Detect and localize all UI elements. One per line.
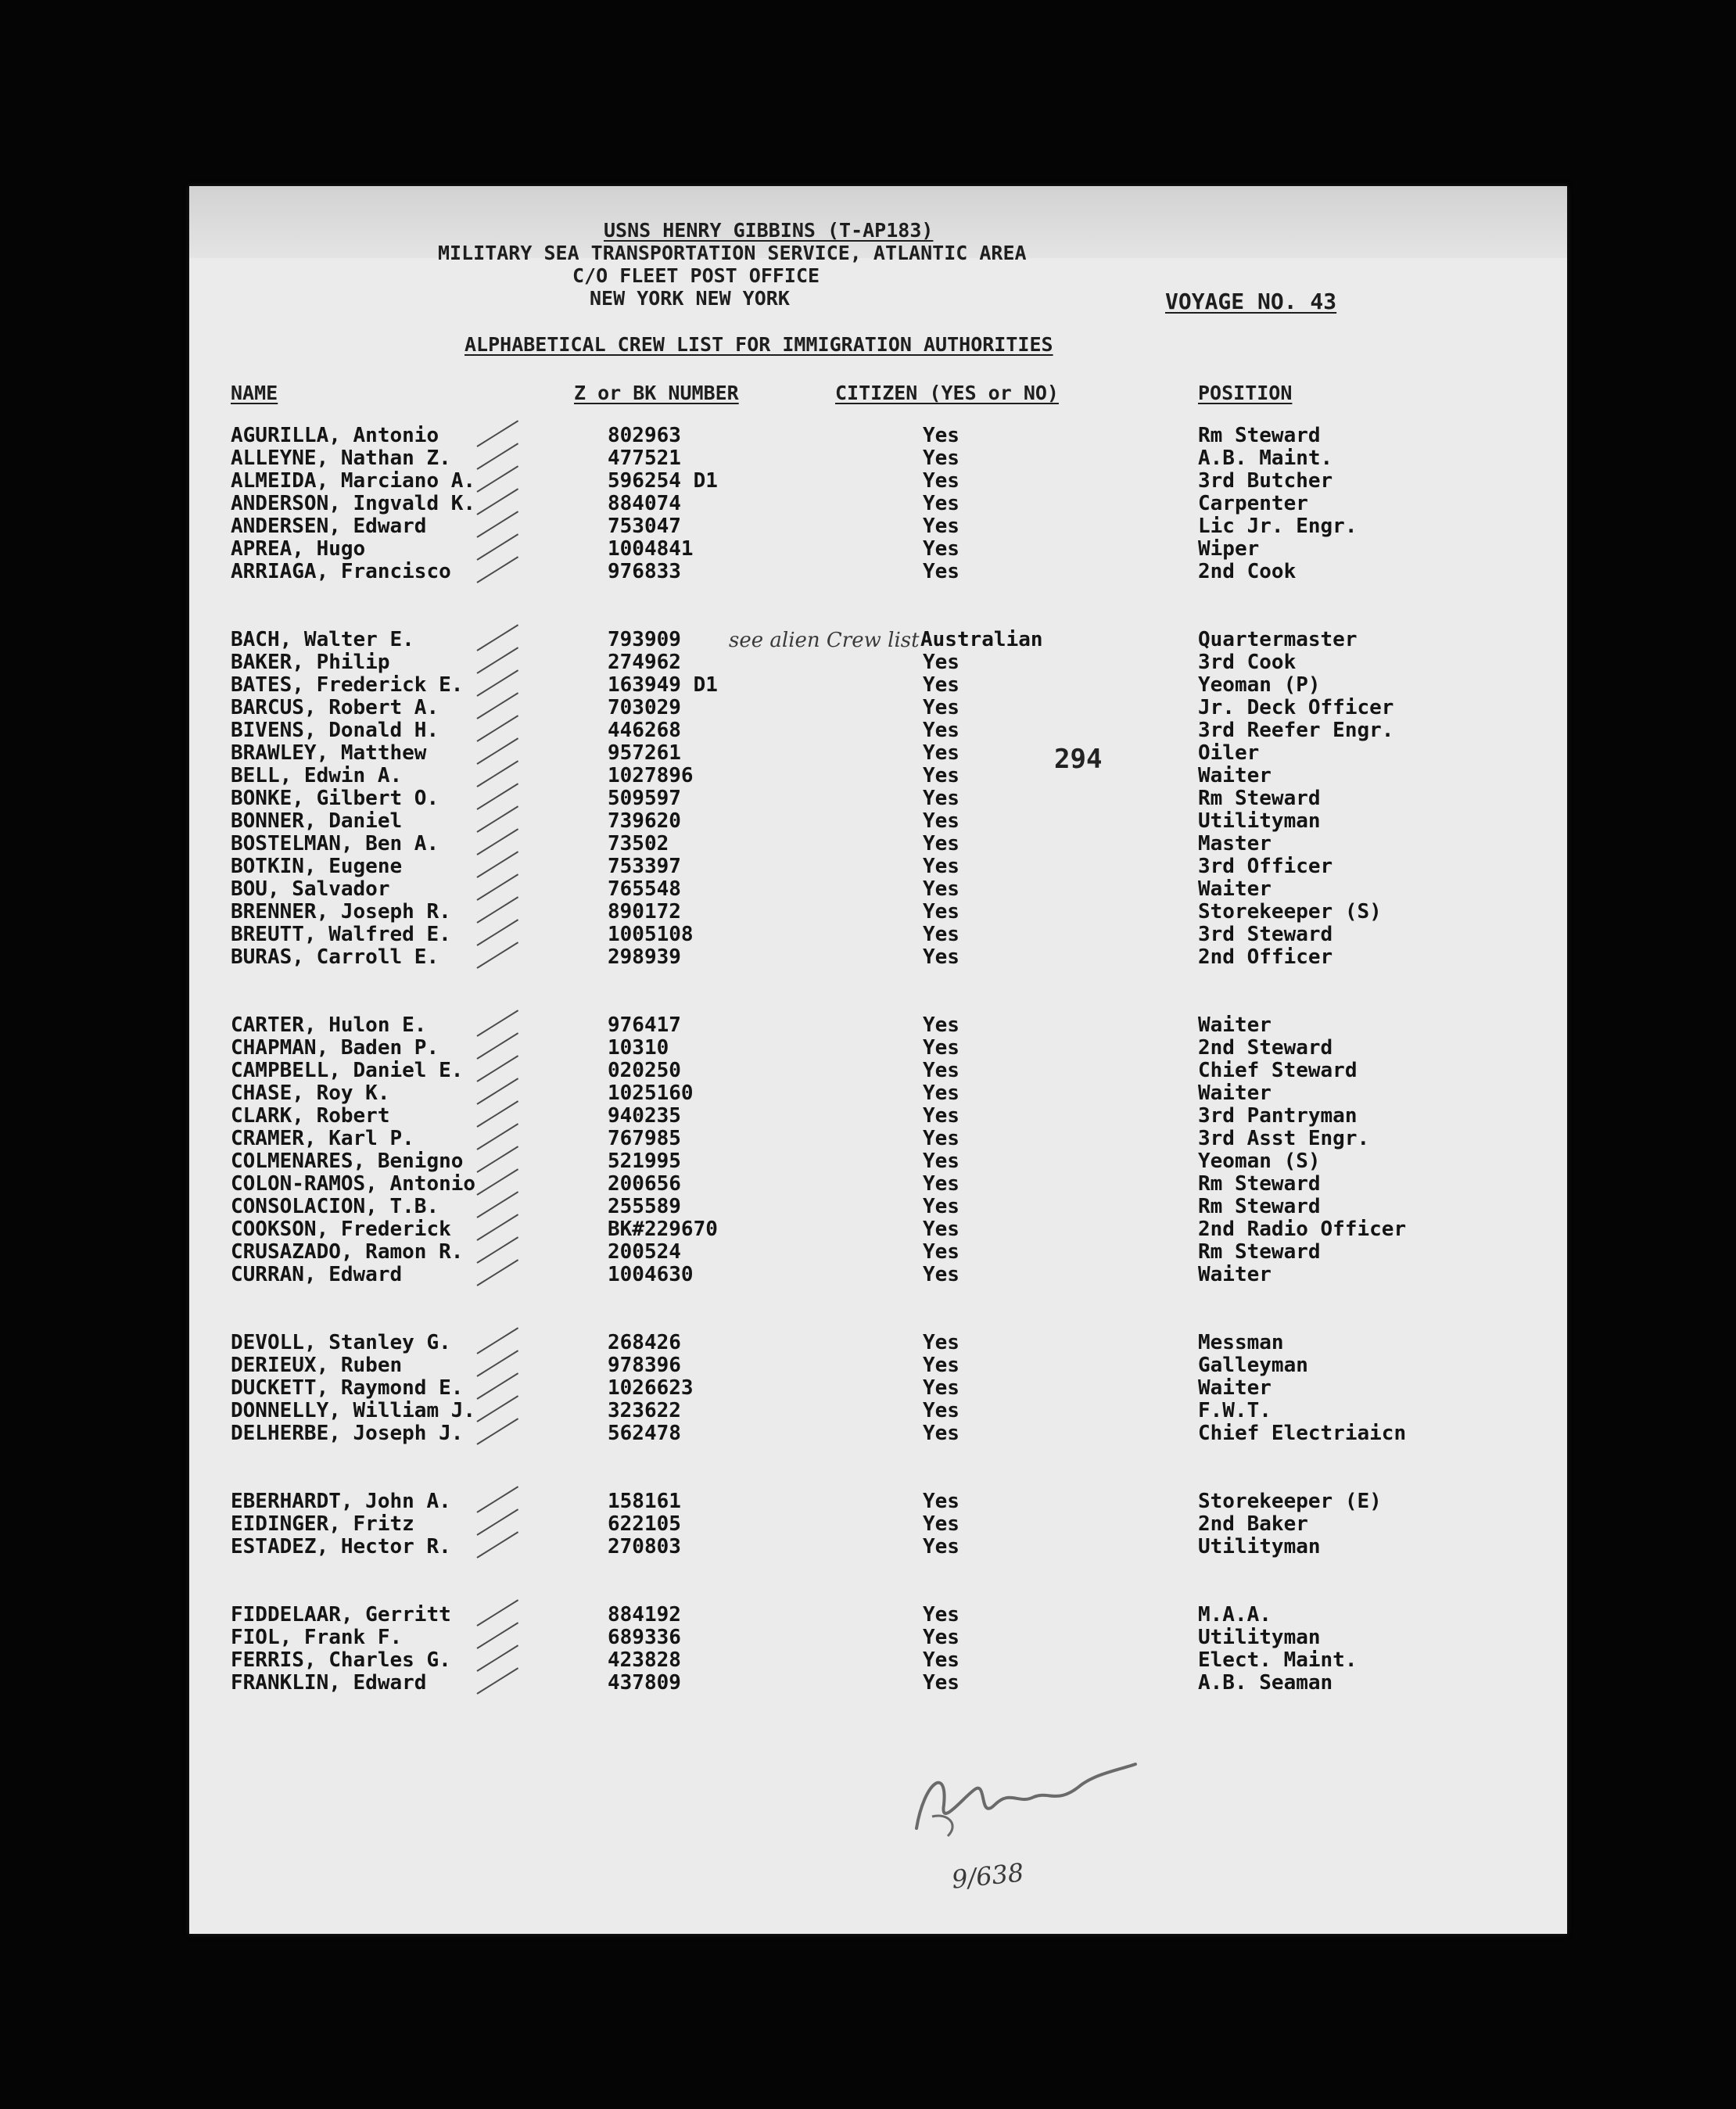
crew-position: 2nd Cook — [1198, 560, 1297, 583]
crew-citizen: Yes — [923, 764, 959, 787]
crew-citizen: Yes — [923, 1013, 959, 1037]
crew-name: ALLEYNE, Nathan Z. — [231, 447, 451, 470]
crew-name: EBERHARDT, John A. — [231, 1490, 451, 1513]
crew-citizen: Yes — [923, 1195, 959, 1218]
crew-position: Utilityman — [1198, 1535, 1321, 1558]
crew-name: CRAMER, Karl P. — [231, 1127, 414, 1150]
crew-position: Yeoman (S) — [1198, 1150, 1321, 1173]
crew-row — [189, 1378, 1567, 1401]
crew-number: 10310 — [608, 1036, 669, 1060]
crew-row — [189, 1106, 1567, 1128]
crew-position: 3rd Pantryman — [1198, 1104, 1358, 1128]
crew-row — [189, 675, 1567, 698]
crew-name: CAMPBELL, Daniel E. — [231, 1059, 464, 1082]
crew-position: Lic Jr. Engr. — [1198, 515, 1358, 538]
city-line: NEW YORK NEW YORK — [590, 287, 790, 310]
crew-name: BRAWLEY, Matthew — [231, 741, 427, 765]
crew-position: 2nd Radio Officer — [1198, 1218, 1407, 1241]
crew-citizen: Yes — [923, 900, 959, 924]
crew-citizen: Yes — [923, 1399, 959, 1422]
crew-row — [189, 448, 1567, 471]
crew-position: Oiler — [1198, 741, 1260, 765]
crew-citizen: Yes — [923, 1127, 959, 1150]
crew-number: 976833 — [608, 560, 681, 583]
crew-name: COLMENARES, Benigno — [231, 1150, 464, 1173]
crew-position: 2nd Steward — [1198, 1036, 1333, 1060]
crew-name: FERRIS, Charles G. — [231, 1648, 451, 1672]
crew-position: Waiter — [1198, 1013, 1272, 1037]
crew-number: 562478 — [608, 1422, 681, 1445]
crew-citizen: Yes — [923, 1490, 959, 1513]
crew-position: Utilityman — [1198, 1626, 1321, 1649]
crew-name: CHAPMAN, Baden P. — [231, 1036, 439, 1060]
crew-number: 1026623 — [608, 1376, 694, 1400]
crew-citizen: Yes — [923, 719, 959, 742]
crew-name: BOSTELMAN, Ben A. — [231, 832, 439, 855]
crew-number: 1027896 — [608, 764, 694, 787]
crew-row — [189, 698, 1567, 720]
crew-position: Wiper — [1198, 537, 1260, 561]
crew-citizen: Yes — [923, 1059, 959, 1082]
crew-row — [189, 1196, 1567, 1219]
crew-citizen: Yes — [923, 1081, 959, 1105]
crew-row — [189, 493, 1567, 516]
crew-row — [189, 1151, 1567, 1174]
crew-name: ARRIAGA, Francisco — [231, 560, 451, 583]
crew-citizen: Yes — [923, 1036, 959, 1060]
crew-number: 596254 D1 — [608, 469, 718, 493]
crew-row — [189, 1673, 1567, 1695]
crew-name: CARTER, Hulon E. — [231, 1013, 427, 1037]
crew-row — [189, 743, 1567, 766]
crew-number: 270803 — [608, 1535, 681, 1558]
crew-citizen: Yes — [923, 1104, 959, 1128]
crew-citizen: Yes — [923, 1535, 959, 1558]
crew-row — [189, 1060, 1567, 1083]
crew-number: 1005108 — [608, 923, 694, 946]
crew-position: Waiter — [1198, 1376, 1272, 1400]
handwritten-note: see alien Crew list — [729, 629, 920, 652]
crew-citizen: Yes — [923, 741, 959, 765]
crew-name: DONNELLY, William J. — [231, 1399, 476, 1422]
crew-row — [189, 1083, 1567, 1106]
crew-number: 622105 — [608, 1512, 681, 1536]
crew-row — [189, 1514, 1567, 1537]
crew-position: Utilityman — [1198, 809, 1321, 833]
crew-name: BURAS, Carroll E. — [231, 945, 439, 969]
crew-citizen: Yes — [923, 515, 959, 538]
crew-citizen: Yes — [923, 1422, 959, 1445]
crew-name: APREA, Hugo — [231, 537, 366, 561]
crew-number: 739620 — [608, 809, 681, 833]
crew-row — [189, 902, 1567, 924]
crew-name: BOTKIN, Eugene — [231, 855, 403, 878]
list-title: ALPHABETICAL CREW LIST FOR IMMIGRATION AUTHORITIES — [464, 333, 1053, 356]
crew-number: 163949 D1 — [608, 673, 718, 697]
crew-number: 753047 — [608, 515, 681, 538]
crew-number: 978396 — [608, 1354, 681, 1377]
crew-row — [189, 652, 1567, 675]
crew-position: Yeoman (P) — [1198, 673, 1321, 697]
crew-citizen: Yes — [923, 787, 959, 810]
crew-citizen: Yes — [923, 1671, 959, 1695]
crew-row — [189, 1627, 1567, 1650]
crew-citizen: Yes — [923, 1512, 959, 1536]
crew-citizen: Yes — [923, 945, 959, 969]
crew-number: 940235 — [608, 1104, 681, 1128]
crew-row — [189, 766, 1567, 788]
crew-name: FIDDELAAR, Gerritt — [231, 1603, 451, 1627]
crew-name: ANDERSON, Ingvald K. — [231, 492, 476, 515]
crew-row — [189, 561, 1567, 584]
crew-position: Chief Electriaicn — [1198, 1422, 1407, 1445]
crew-citizen: Yes — [923, 855, 959, 878]
crew-position: Rm Steward — [1198, 1240, 1321, 1264]
crew-number: 1004630 — [608, 1263, 694, 1286]
crew-position: Storekeeper (S) — [1198, 900, 1382, 924]
crew-number: 884074 — [608, 492, 681, 515]
crew-row — [189, 1491, 1567, 1514]
crew-number: 477521 — [608, 447, 681, 470]
crew-citizen: Yes — [923, 1240, 959, 1264]
crew-row — [189, 720, 1567, 743]
crew-number: 423828 — [608, 1648, 681, 1672]
crew-number: 957261 — [608, 741, 681, 765]
crew-name: AGURILLA, Antonio — [231, 424, 439, 447]
crew-number: 323622 — [608, 1399, 681, 1422]
crew-number: 521995 — [608, 1150, 681, 1173]
crew-position: 3rd Cook — [1198, 651, 1297, 674]
column-header-position: POSITION — [1198, 382, 1293, 404]
crew-position: Elect. Maint. — [1198, 1648, 1358, 1672]
crew-number: BK#229670 — [608, 1218, 718, 1241]
crew-row — [189, 924, 1567, 947]
crew-position: Rm Steward — [1198, 1172, 1321, 1196]
crew-name: ALMEIDA, Marciano A. — [231, 469, 476, 493]
crew-number: 793909 — [608, 628, 681, 651]
crew-citizen: Yes — [923, 1354, 959, 1377]
voyage-number: VOYAGE NO. 43 — [1165, 289, 1337, 314]
service-name: MILITARY SEA TRANSPORTATION SERVICE, ATLANTIC AREA — [438, 242, 1027, 264]
crew-citizen: Yes — [923, 537, 959, 561]
crew-number: 268426 — [608, 1331, 681, 1354]
crew-name: CONSOLACION, T.B. — [231, 1195, 439, 1218]
crew-number: 73502 — [608, 832, 669, 855]
crew-name: BARCUS, Robert A. — [231, 696, 439, 719]
column-header-citizen: CITIZEN (YES or NO) — [835, 382, 1059, 404]
crew-name: BREUTT, Walfred E. — [231, 923, 451, 946]
crew-position: F.W.T. — [1198, 1399, 1272, 1422]
crew-number: 200656 — [608, 1172, 681, 1196]
crew-name: BOU, Salvador — [231, 877, 390, 901]
crew-name: COLON-RAMOS, Antonio — [231, 1172, 476, 1196]
crew-position: 2nd Baker — [1198, 1512, 1308, 1536]
crew-name: DELHERBE, Joseph J. — [231, 1422, 464, 1445]
crew-citizen: Yes — [923, 1603, 959, 1627]
crew-row — [189, 879, 1567, 902]
crew-name: FIOL, Frank F. — [231, 1626, 403, 1649]
crew-number: 703029 — [608, 696, 681, 719]
crew-row — [189, 834, 1567, 856]
crew-name: ANDERSEN, Edward — [231, 515, 427, 538]
crew-citizen: Yes — [923, 673, 959, 697]
crew-number: 890172 — [608, 900, 681, 924]
crew-row — [189, 1605, 1567, 1627]
crew-name: DUCKETT, Raymond E. — [231, 1376, 464, 1400]
crew-row — [189, 1650, 1567, 1673]
crew-row — [189, 516, 1567, 539]
crew-citizen: Australian — [920, 628, 1043, 651]
signature-mark — [901, 1750, 1143, 1844]
crew-number: 976417 — [608, 1013, 681, 1037]
crew-position: A.B. Maint. — [1198, 447, 1333, 470]
crew-position: Waiter — [1198, 1081, 1272, 1105]
crew-number: 298939 — [608, 945, 681, 969]
crew-name: CRUSAZADO, Ramon R. — [231, 1240, 464, 1264]
crew-citizen: Yes — [923, 447, 959, 470]
crew-row — [189, 1355, 1567, 1378]
crew-position: Rm Steward — [1198, 424, 1321, 447]
crew-citizen: Yes — [923, 809, 959, 833]
crew-citizen: Yes — [923, 1376, 959, 1400]
crew-number: 020250 — [608, 1059, 681, 1082]
crew-name: BATES, Frederick E. — [231, 673, 464, 697]
crew-position: Chief Steward — [1198, 1059, 1358, 1082]
crew-citizen: Yes — [923, 1150, 959, 1173]
crew-name: BIVENS, Donald H. — [231, 719, 439, 742]
post-office: C/O FLEET POST OFFICE — [572, 264, 820, 287]
crew-name: CHASE, Roy K. — [231, 1081, 390, 1105]
crew-number: 767985 — [608, 1127, 681, 1150]
crew-position: Messman — [1198, 1331, 1284, 1354]
crew-row — [189, 1423, 1567, 1446]
crew-number: 158161 — [608, 1490, 681, 1513]
crew-citizen: Yes — [923, 492, 959, 515]
crew-row — [189, 947, 1567, 970]
crew-position: Master — [1198, 832, 1272, 855]
stamp-number: 294 — [1054, 744, 1103, 775]
crew-list-page — [189, 186, 1567, 1934]
column-header-number: Z or BK NUMBER — [574, 382, 739, 404]
crew-position: M.A.A. — [1198, 1603, 1272, 1627]
crew-position: A.B. Seaman — [1198, 1671, 1333, 1695]
crew-name: BAKER, Philip — [231, 651, 390, 674]
crew-name: DEVOLL, Stanley G. — [231, 1331, 451, 1354]
bottom-number: 9/638 — [950, 1857, 1025, 1895]
crew-position: Rm Steward — [1198, 787, 1321, 810]
crew-row — [189, 1401, 1567, 1423]
crew-citizen: Yes — [923, 832, 959, 855]
crew-position: Storekeeper (E) — [1198, 1490, 1382, 1513]
crew-number: 446268 — [608, 719, 681, 742]
crew-row — [189, 856, 1567, 879]
crew-row — [189, 788, 1567, 811]
crew-row — [189, 1174, 1567, 1196]
crew-citizen: Yes — [923, 1331, 959, 1354]
crew-row — [189, 425, 1567, 448]
crew-number: 765548 — [608, 877, 681, 901]
crew-name: BELL, Edwin A. — [231, 764, 403, 787]
crew-citizen: Yes — [923, 923, 959, 946]
crew-number: 753397 — [608, 855, 681, 878]
crew-name: DERIEUX, Ruben — [231, 1354, 403, 1377]
crew-citizen: Yes — [923, 651, 959, 674]
crew-name: COOKSON, Frederick — [231, 1218, 451, 1241]
crew-name: BACH, Walter E. — [231, 628, 414, 651]
crew-number: 437809 — [608, 1671, 681, 1695]
column-header-name: NAME — [231, 382, 278, 404]
crew-name: ESTADEZ, Hector R. — [231, 1535, 451, 1558]
crew-row — [189, 811, 1567, 834]
crew-number: 802963 — [608, 424, 681, 447]
crew-position: 3rd Officer — [1198, 855, 1333, 878]
crew-position: Waiter — [1198, 764, 1272, 787]
crew-position: 3rd Butcher — [1198, 469, 1333, 493]
crew-row — [189, 1242, 1567, 1264]
crew-position: Jr. Deck Officer — [1198, 696, 1394, 719]
crew-name: EIDINGER, Fritz — [231, 1512, 414, 1536]
crew-name: CLARK, Robert — [231, 1104, 390, 1128]
crew-position: Quartermaster — [1198, 628, 1358, 651]
crew-row — [189, 1264, 1567, 1287]
crew-citizen: Yes — [923, 1648, 959, 1672]
crew-number: 509597 — [608, 787, 681, 810]
crew-position: 3rd Reefer Engr. — [1198, 719, 1394, 742]
crew-number: 1004841 — [608, 537, 694, 561]
crew-number: 200524 — [608, 1240, 681, 1264]
crew-name: BONNER, Daniel — [231, 809, 403, 833]
crew-number: 274962 — [608, 651, 681, 674]
crew-name: CURRAN, Edward — [231, 1263, 403, 1286]
crew-citizen: Yes — [923, 1263, 959, 1286]
crew-number: 884192 — [608, 1603, 681, 1627]
crew-position: Carpenter — [1198, 492, 1308, 515]
crew-citizen: Yes — [923, 424, 959, 447]
crew-citizen: Yes — [923, 1626, 959, 1649]
crew-citizen: Yes — [923, 696, 959, 719]
crew-row — [189, 1219, 1567, 1242]
crew-row — [189, 1332, 1567, 1355]
crew-citizen: Yes — [923, 1218, 959, 1241]
crew-position: 2nd Officer — [1198, 945, 1333, 969]
crew-position: 3rd Steward — [1198, 923, 1333, 946]
crew-name: BRENNER, Joseph R. — [231, 900, 451, 924]
crew-row — [189, 471, 1567, 493]
crew-position: 3rd Asst Engr. — [1198, 1127, 1370, 1150]
crew-position: Rm Steward — [1198, 1195, 1321, 1218]
crew-number: 1025160 — [608, 1081, 694, 1105]
crew-citizen: Yes — [923, 469, 959, 493]
crew-citizen: Yes — [923, 560, 959, 583]
crew-name: BONKE, Gilbert O. — [231, 787, 439, 810]
crew-row — [189, 1128, 1567, 1151]
crew-position: Waiter — [1198, 1263, 1272, 1286]
crew-position: Galleyman — [1198, 1354, 1308, 1377]
crew-row — [189, 539, 1567, 561]
crew-position: Waiter — [1198, 877, 1272, 901]
crew-name: FRANKLIN, Edward — [231, 1671, 427, 1695]
crew-number: 689336 — [608, 1626, 681, 1649]
crew-citizen: Yes — [923, 1172, 959, 1196]
crew-row — [189, 1537, 1567, 1559]
crew-row — [189, 1015, 1567, 1038]
crew-number: 255589 — [608, 1195, 681, 1218]
crew-row — [189, 1038, 1567, 1060]
ship-name: USNS HENRY GIBBINS (T-AP183) — [604, 219, 934, 242]
crew-citizen: Yes — [923, 877, 959, 901]
